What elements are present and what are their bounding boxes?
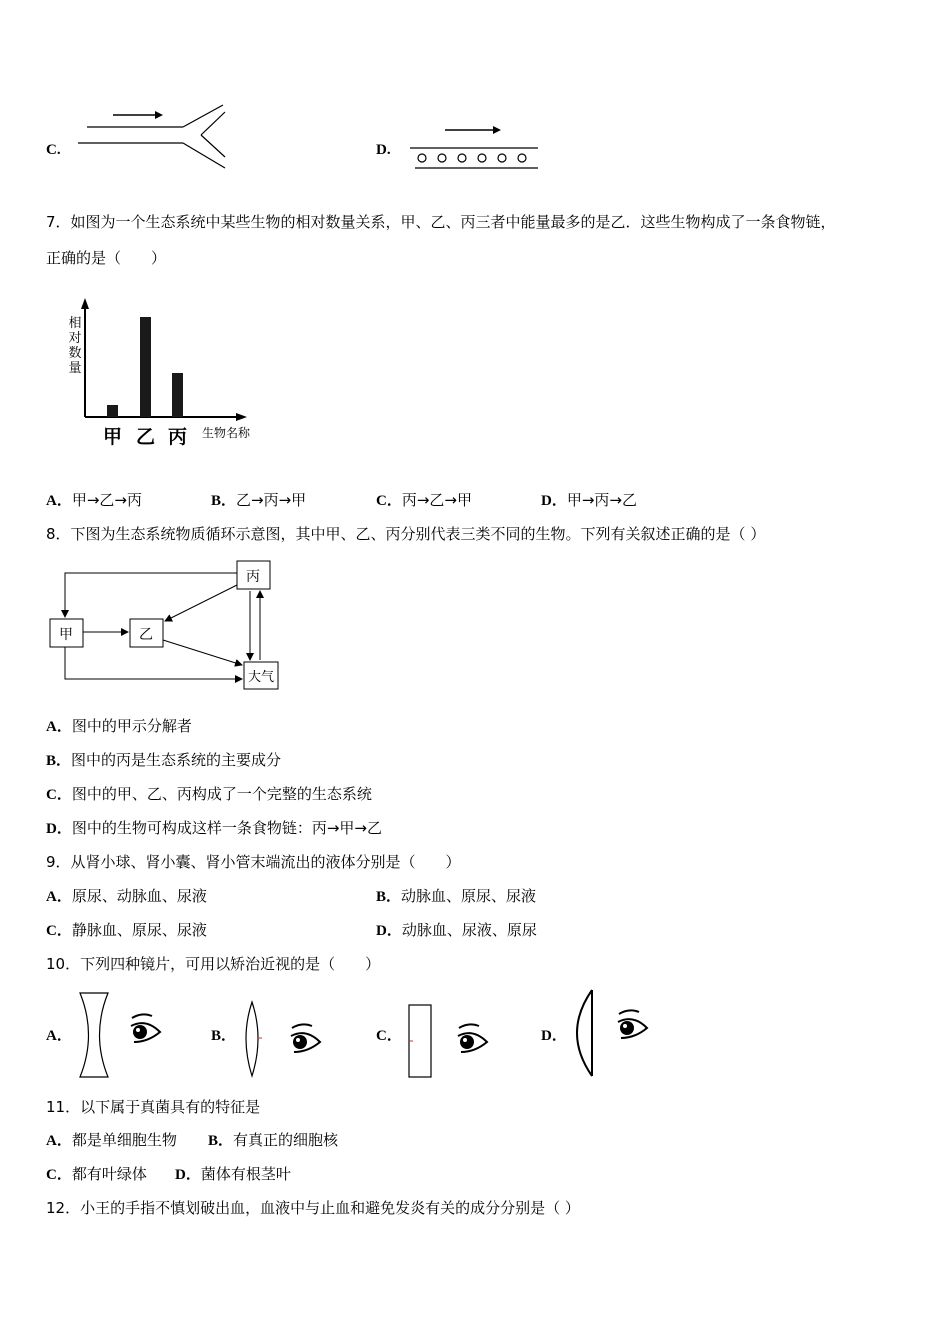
q6-option-c-letter: C. — [46, 142, 61, 158]
q6-vessel-diagram-d — [405, 120, 545, 175]
q8-option-d[interactable]: D．图中的生物可构成这样一条食物链：丙→甲→乙 — [46, 819, 382, 837]
q9-option-b[interactable]: B．动脉血、原尿、尿液 — [376, 887, 537, 905]
y-axis-label-char: 相 — [68, 316, 82, 331]
q7-option-b[interactable]: B．乙→丙→甲 — [211, 491, 307, 509]
node-bing-label: 丙 — [246, 569, 260, 585]
q11-option-c[interactable]: C．都有叶绿体 — [46, 1165, 147, 1183]
q9-option-c[interactable]: C．静脉血、原尿、尿液 — [46, 921, 207, 939]
q7-question-line1: 7．如图为一个生态系统中某些生物的相对数量关系，甲、乙、丙三者中能量最多的是乙．这些生物构成了一条食物链， — [46, 213, 836, 231]
q10-option-d-letter[interactable]: D． — [541, 1028, 567, 1044]
q10-option-a-letter[interactable]: A． — [46, 1028, 72, 1044]
arrow-bing-to-yi — [165, 585, 237, 621]
q7-option-c[interactable]: C．丙→乙→甲 — [376, 491, 472, 509]
y-axis-arrow — [81, 298, 89, 309]
q6-vessel-diagram-c — [75, 100, 235, 170]
q8-cycle-diagram — [40, 555, 300, 700]
category-label-1: 甲 — [102, 426, 123, 448]
q7-question-line2: 正确的是（ ） — [46, 249, 167, 267]
bar-1 — [107, 405, 118, 417]
bar-2 — [140, 317, 151, 417]
q10-option-c-letter[interactable]: C． — [376, 1028, 402, 1044]
node-yi-label: 乙 — [139, 627, 153, 643]
q8-question: 8．下图为生态系统物质循环示意图，其中甲、乙、丙分别代表三类不同的生物。下列有关叙述正确的是（ ） — [46, 525, 766, 543]
x-axis-arrow — [236, 413, 247, 421]
arrow-yi-to-air — [163, 640, 242, 665]
q10-lens-c-flat — [405, 1003, 437, 1081]
q11-option-b[interactable]: B．有真正的细胞核 — [208, 1131, 339, 1149]
q10-lens-b-convex — [238, 1000, 268, 1080]
q9-question: 9．从肾小球、肾小囊、肾小管末端流出的液体分别是（ ） — [46, 853, 461, 871]
q7-option-d[interactable]: D．甲→丙→乙 — [541, 491, 637, 509]
q10-eye-icon-b — [288, 1022, 324, 1062]
q8-option-c[interactable]: C．图中的甲、乙、丙构成了一个完整的生态系统 — [46, 785, 372, 803]
q10-lens-d-plano-convex — [570, 988, 600, 1080]
y-axis-label-char: 量 — [68, 361, 82, 376]
q10-eye-icon-d — [615, 1008, 651, 1048]
y-axis-label-char: 对 — [68, 331, 82, 346]
arrow-bing-to-jia — [65, 573, 237, 617]
node-jia-label: 甲 — [59, 627, 73, 643]
q9-option-a[interactable]: A．原尿、动脉血、尿液 — [46, 887, 207, 905]
q10-eye-icon-a — [128, 1012, 164, 1052]
q10-lens-a-concave — [75, 990, 115, 1080]
q12-question: 12．小王的手指不慎划破出血，血液中与止血和避免发炎有关的成分分别是（ ） — [46, 1199, 580, 1217]
q7-option-a[interactable]: A．甲→乙→丙 — [46, 491, 142, 509]
q10-question: 10．下列四种镜片，可用以矫治近视的是（ ） — [46, 955, 381, 973]
q8-option-a[interactable]: A．图中的甲示分解者 — [46, 717, 192, 735]
q10-option-b-letter[interactable]: B． — [211, 1028, 237, 1044]
x-axis-label: 生物名称 — [202, 426, 251, 440]
q6-option-d-letter: D. — [376, 142, 391, 158]
category-label-2: 乙 — [135, 426, 156, 448]
category-label-3: 丙 — [167, 426, 188, 448]
q8-option-b[interactable]: B．图中的丙是生态系统的主要成分 — [46, 751, 282, 769]
q11-option-d[interactable]: D．菌体有根茎叶 — [175, 1165, 291, 1183]
bar-3 — [172, 373, 183, 417]
node-air-label: 大气 — [247, 670, 275, 685]
q11-question: 11．以下属于真菌具有的特征是 — [46, 1098, 261, 1116]
arrow-jia-to-air — [65, 647, 242, 679]
y-axis-label — [68, 315, 81, 376]
y-axis-label-char: 数 — [68, 346, 82, 361]
q11-option-a[interactable]: A．都是单细胞生物 — [46, 1131, 177, 1149]
q7-bar-chart — [60, 295, 280, 455]
q10-eye-icon-c — [455, 1022, 491, 1062]
q9-option-d[interactable]: D．动脉血、尿液、原尿 — [376, 921, 537, 939]
